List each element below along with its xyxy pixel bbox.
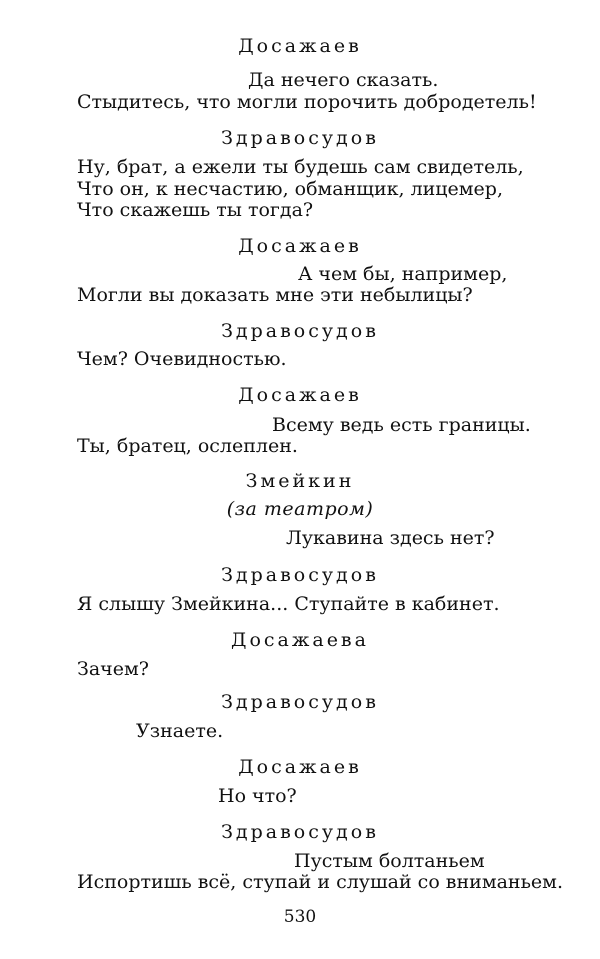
verse-line: Всему ведь есть границы.: [272, 414, 531, 436]
verse-line: Что скажешь ты тогда?: [77, 199, 314, 221]
speaker-name: Змейкин: [245, 470, 355, 492]
page-number: 530: [283, 907, 317, 927]
stage-direction: (за театром): [226, 498, 374, 520]
verse-line: Могли вы доказать мне эти небылицы?: [77, 284, 473, 306]
verse-line: Но что?: [218, 785, 297, 807]
speaker-name: Досажаев: [238, 35, 362, 57]
verse-line: Чем? Очевидностью.: [77, 348, 287, 370]
verse-line: Что он, к несчастию, обманщик, лицемер,: [77, 178, 503, 200]
verse-line: Узнаете.: [136, 720, 224, 742]
verse-line: Зачем?: [77, 658, 149, 680]
verse-line: Ну, брат, а ежели ты будешь сам свидетель,: [77, 156, 524, 178]
verse-line: Пустым болтаньем: [294, 850, 485, 872]
verse-line: Испортишь всё, ступай и слушай со вниманьем.: [77, 871, 563, 893]
verse-line: Ты, братец, ослеплен.: [77, 435, 298, 457]
speaker-name: Здравосудов: [221, 127, 379, 149]
speaker-name: Здравосудов: [221, 691, 379, 713]
verse-line: Я слышу Змейкина... Ступайте в кабинет.: [77, 593, 500, 615]
speaker-name: Досажаева: [231, 629, 369, 651]
speaker-name: Здравосудов: [221, 821, 379, 843]
speaker-name: Здравосудов: [221, 564, 379, 586]
verse-line: А чем бы, например,: [298, 263, 508, 285]
speaker-name: Досажаев: [238, 384, 362, 406]
verse-line: Стыдитесь, что могли порочить добродетель!: [77, 91, 537, 113]
speaker-name: Досажаев: [238, 756, 362, 778]
speaker-name: Здравосудов: [221, 320, 379, 342]
speaker-name: Досажаев: [238, 235, 362, 257]
verse-line: Лукавина здесь нет?: [286, 527, 495, 549]
verse-line: Да нечего сказать.: [248, 69, 439, 91]
